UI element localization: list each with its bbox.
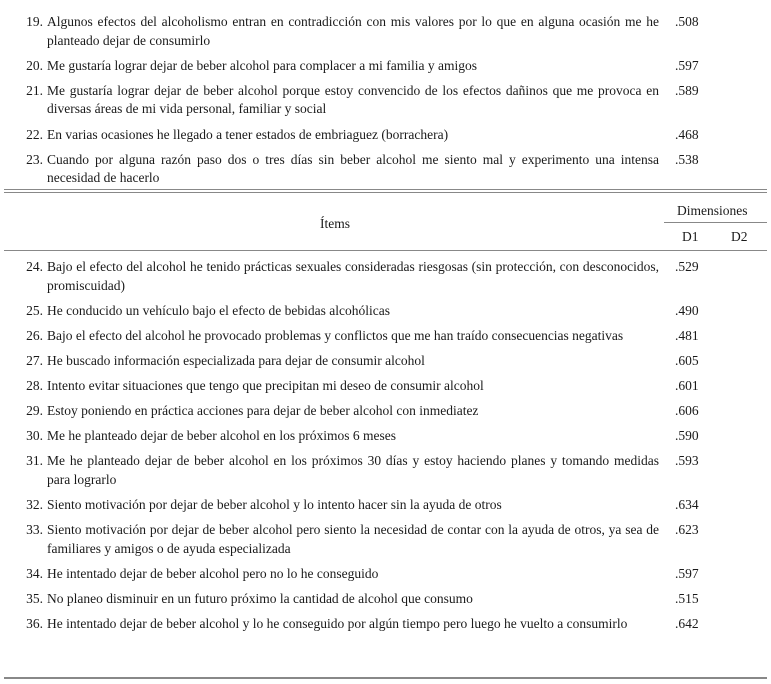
d1-value: .634 [675,497,699,513]
item-number: 22. [26,126,43,142]
item-text: Estoy poniendo en práctica acciones para dejar de beber alcohol con inmediatez [47,403,479,419]
item-text: Siento motivación por dejar de beber alcohol pero siento la necesidad de contar con la ayuda de otros, ya sea de familiares y amigos o de ayuda especializada [47,522,659,556]
d1-value: .597 [675,57,699,73]
table-row [0,561,771,586]
item-text: He conducido un vehículo bajo el efecto de bebidas alcohólicas [47,302,390,318]
item-number: 19. [26,14,43,30]
item-text: Me he planteado dejar de beber alcohol en los próximos 30 días y estoy haciendo planes y tomando medidas para lograrlo [47,453,659,487]
table-top-section [0,10,771,191]
d1-value: .490 [675,302,699,318]
item-text: Cuando por alguna razón paso dos o tres días sin beber alcohol me siento mal y experimento una intensa necesidad de hacerlo [47,151,659,186]
item-text: Algunos efectos del alcoholismo entran en contradicción con mis valores por lo que en alguna ocasión me he planteado dejar de consumirlo [47,14,659,48]
table-row [0,299,771,324]
d1-value: .605 [675,353,699,369]
double-rule [4,189,767,190]
item-number: 23. [26,151,43,167]
d1-value: .468 [675,126,699,142]
item-text: Me gustaría lograr dejar de beber alcohol porque estoy convencido de los efectos dañinos que me provoca en diversas áreas de mi vida personal, familiar y social [47,82,659,117]
item-number: 33. [26,522,43,538]
d1-value: .642 [675,615,699,631]
d1-value: .538 [675,151,699,167]
item-text: He intentado dejar de beber alcohol pero no lo he conseguido [47,565,379,581]
table-row [0,10,771,54]
header-d2: D2 [731,229,748,244]
d1-value: .529 [675,259,699,275]
item-number: 32. [26,497,43,513]
table-row [0,54,771,79]
d1-value: .606 [675,403,699,419]
table-row [0,449,771,493]
item-text: Siento motivación por dejar de beber alcohol y lo intento hacer sin la ayuda de otros [47,497,502,513]
table-row [0,122,771,147]
header-dimensions: Dimensiones [677,203,748,218]
bottom-rule [4,677,767,679]
d1-value: .597 [675,565,699,581]
header-items: Ítems [320,216,350,231]
item-number: 34. [26,565,43,581]
item-number: 24. [26,259,43,275]
double-rule [4,192,767,193]
table-body [0,255,771,637]
d1-value: .589 [675,82,699,98]
item-number: 21. [26,82,43,98]
item-text: No planeo disminuir en un futuro próximo la cantidad de alcohol que consumo [47,590,473,606]
table-row [0,324,771,349]
item-number: 28. [26,378,43,394]
item-number: 29. [26,403,43,419]
table-row [0,349,771,374]
d1-value: .623 [675,522,699,538]
item-number: 35. [26,590,43,606]
d1-value: .515 [675,590,699,606]
item-text: Bajo el efecto del alcohol he tenido prácticas sexuales consideradas riesgosas (sin protección, con desconocidos, promiscuidad) [47,259,659,293]
table-row [0,587,771,612]
table-row [0,493,771,518]
d1-value: .593 [675,453,699,469]
item-text: Me he planteado dejar de beber alcohol en los próximos 6 meses [47,428,397,444]
table-row [0,374,771,399]
table-row [0,255,771,299]
item-number: 25. [26,302,43,318]
item-text: En varias ocasiones he llegado a tener estados de embriaguez (borrachera) [47,126,449,142]
d1-value: .481 [675,327,699,343]
table-row [0,518,771,562]
table-row [0,424,771,449]
item-text: He buscado información especializada para dejar de consumir alcohol [47,353,425,369]
item-number: 30. [26,428,43,444]
header-d1: D1 [682,229,699,244]
header-rule [4,250,767,251]
item-text: Bajo el efecto del alcohol he provocado problemas y conflictos que me han traído consecuencias negativas [47,327,624,343]
item-text: Me gustaría lograr dejar de beber alcohol para complacer a mi familia y amigos [47,57,477,73]
d1-value: .601 [675,378,699,394]
item-number: 27. [26,353,43,369]
table-row [0,612,771,637]
dimensions-rule [664,222,767,223]
item-number: 26. [26,327,43,343]
table-row [0,147,771,191]
table-row [0,79,771,123]
item-text: Intento evitar situaciones que tengo que precipitan mi deseo de consumir alcohol [47,378,484,394]
item-number: 20. [26,57,43,73]
d1-value: .590 [675,428,699,444]
d1-value: .508 [675,14,699,30]
item-number: 31. [26,453,43,469]
item-number: 36. [26,615,43,631]
item-text: He intentado dejar de beber alcohol y lo he conseguido por algún tiempo pero luego he vuelto a consumirlo [47,615,628,631]
table-row [0,399,771,424]
